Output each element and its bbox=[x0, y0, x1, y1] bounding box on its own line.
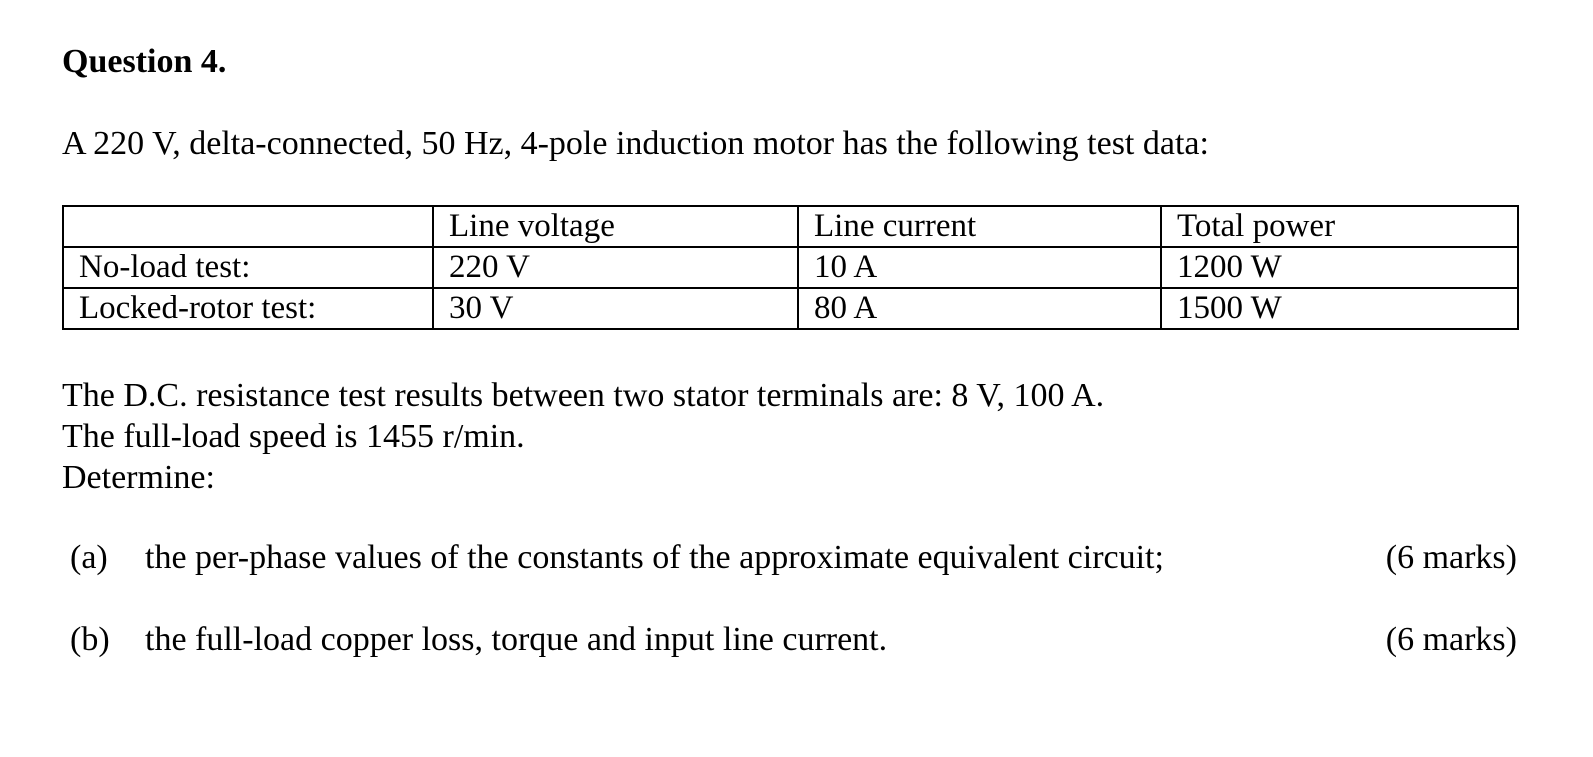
question-intro: A 220 V, delta-connected, 50 Hz, 4-pole induction motor has the following test data: bbox=[62, 125, 1209, 162]
header-cell-empty bbox=[63, 206, 433, 247]
line-current-cell: 10 A bbox=[798, 247, 1161, 288]
marks-label: (6 marks) bbox=[1385, 621, 1517, 658]
table-row-locked-rotor bbox=[63, 288, 1518, 329]
table-row-no-load bbox=[63, 247, 1518, 288]
sub-question-a bbox=[62, 538, 1517, 578]
header-cell-line-current: Line current bbox=[798, 206, 1161, 247]
dc-resistance-text: The D.C. resistance test results between two stator terminals are: 8 V, 100 A. bbox=[62, 377, 1105, 414]
question-body bbox=[62, 375, 1104, 498]
line-voltage-cell: 30 V bbox=[433, 288, 798, 329]
total-power-cell: 1500 W bbox=[1161, 288, 1518, 329]
full-load-speed-text: The full-load speed is 1455 r/min. bbox=[62, 418, 525, 455]
test-data-table bbox=[62, 205, 1519, 330]
table-header-row bbox=[63, 206, 1518, 247]
line-voltage-cell: 220 V bbox=[433, 247, 798, 288]
line-current-cell: 80 A bbox=[798, 288, 1161, 329]
row-label-cell: Locked-rotor test: bbox=[63, 288, 433, 329]
sub-question-text: the full-load copper loss, torque and input line current. bbox=[145, 621, 888, 658]
sub-question-b bbox=[62, 620, 1517, 660]
question-title: Question 4. bbox=[62, 43, 227, 80]
determine-text: Determine: bbox=[62, 459, 215, 496]
sub-question-text: the per-phase values of the constants of the approximate equivalent circuit; bbox=[145, 539, 1164, 576]
total-power-cell: 1200 W bbox=[1161, 247, 1518, 288]
row-label-cell: No-load test: bbox=[63, 247, 433, 288]
sub-question-label: (a) bbox=[70, 539, 108, 576]
header-cell-line-voltage: Line voltage bbox=[433, 206, 798, 247]
marks-label: (6 marks) bbox=[1385, 539, 1517, 576]
header-cell-total-power: Total power bbox=[1161, 206, 1518, 247]
sub-question-label: (b) bbox=[70, 621, 110, 658]
